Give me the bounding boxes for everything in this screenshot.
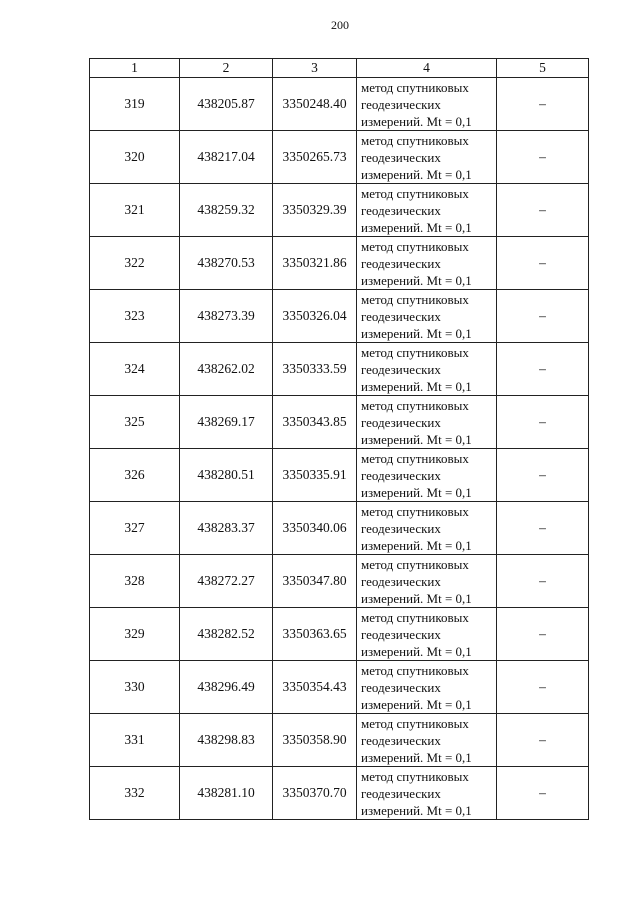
x-coordinate-cell: 438259.32 [180, 184, 273, 237]
column-header-5: 5 [497, 59, 589, 78]
table-row [90, 661, 589, 714]
method-line: геодезических [361, 414, 441, 430]
y-coordinate-cell: 3350335.91 [273, 449, 357, 502]
method-line: измерений. Mt = 0,1 [361, 166, 472, 182]
table-row [90, 78, 589, 131]
method-line: метод спутниковых [361, 397, 469, 413]
y-coordinate-cell: 3350329.39 [273, 184, 357, 237]
x-coordinate-cell: 438298.83 [180, 714, 273, 767]
note-cell: – [497, 343, 589, 396]
method-cell [357, 449, 497, 502]
x-coordinate-cell: 438280.51 [180, 449, 273, 502]
table-row [90, 714, 589, 767]
point-number-cell: 323 [90, 290, 180, 343]
note-cell: – [497, 502, 589, 555]
table-row [90, 396, 589, 449]
x-coordinate-cell: 438282.52 [180, 608, 273, 661]
method-cell [357, 767, 497, 820]
y-coordinate-cell: 3350358.90 [273, 714, 357, 767]
method-line: метод спутниковых [361, 715, 469, 731]
method-line: измерений. Mt = 0,1 [361, 113, 472, 129]
note-cell: – [497, 237, 589, 290]
method-cell [357, 237, 497, 290]
method-cell [357, 343, 497, 396]
table-header [90, 59, 589, 78]
method-cell [357, 131, 497, 184]
method-cell [357, 555, 497, 608]
point-number-cell: 328 [90, 555, 180, 608]
x-coordinate-cell: 438269.17 [180, 396, 273, 449]
method-line: геодезических [361, 785, 441, 801]
method-line: геодезических [361, 732, 441, 748]
point-number-cell: 332 [90, 767, 180, 820]
method-line: метод спутниковых [361, 556, 469, 572]
note-cell: – [497, 555, 589, 608]
method-line: геодезических [361, 573, 441, 589]
method-line: геодезических [361, 149, 441, 165]
point-number-cell: 327 [90, 502, 180, 555]
table-row [90, 184, 589, 237]
y-coordinate-cell: 3350326.04 [273, 290, 357, 343]
method-line: измерений. Mt = 0,1 [361, 484, 472, 500]
x-coordinate-cell: 438270.53 [180, 237, 273, 290]
y-coordinate-cell: 3350248.40 [273, 78, 357, 131]
method-line: метод спутниковых [361, 185, 469, 201]
point-number-cell: 321 [90, 184, 180, 237]
method-line: геодезических [361, 520, 441, 536]
note-cell: – [497, 131, 589, 184]
x-coordinate-cell: 438283.37 [180, 502, 273, 555]
note-cell: – [497, 78, 589, 131]
y-coordinate-cell: 3350363.65 [273, 608, 357, 661]
point-number-cell: 324 [90, 343, 180, 396]
table-row [90, 449, 589, 502]
method-line: метод спутниковых [361, 503, 469, 519]
y-coordinate-cell: 3350333.59 [273, 343, 357, 396]
note-cell: – [497, 767, 589, 820]
x-coordinate-cell: 438272.27 [180, 555, 273, 608]
note-cell: – [497, 184, 589, 237]
method-line: измерений. Mt = 0,1 [361, 802, 472, 818]
point-number-cell: 325 [90, 396, 180, 449]
table-row [90, 502, 589, 555]
method-line: метод спутниковых [361, 291, 469, 307]
point-number-cell: 331 [90, 714, 180, 767]
method-line: измерений. Mt = 0,1 [361, 431, 472, 447]
method-cell [357, 396, 497, 449]
note-cell: – [497, 290, 589, 343]
method-line: геодезических [361, 679, 441, 695]
point-number-cell: 326 [90, 449, 180, 502]
coordinates-table [89, 58, 589, 820]
point-number-cell: 322 [90, 237, 180, 290]
y-coordinate-cell: 3350354.43 [273, 661, 357, 714]
method-line: измерений. Mt = 0,1 [361, 272, 472, 288]
x-coordinate-cell: 438262.02 [180, 343, 273, 396]
x-coordinate-cell: 438273.39 [180, 290, 273, 343]
method-line: измерений. Mt = 0,1 [361, 537, 472, 553]
method-cell [357, 184, 497, 237]
table-row [90, 555, 589, 608]
table-body [90, 78, 589, 820]
method-line: метод спутниковых [361, 238, 469, 254]
header-row [90, 59, 589, 78]
table-row [90, 290, 589, 343]
method-cell [357, 502, 497, 555]
method-line: измерений. Mt = 0,1 [361, 325, 472, 341]
method-line: метод спутниковых [361, 662, 469, 678]
method-cell [357, 661, 497, 714]
column-header-2: 2 [180, 59, 273, 78]
note-cell: – [497, 396, 589, 449]
method-line: геодезических [361, 255, 441, 271]
table-row [90, 131, 589, 184]
y-coordinate-cell: 3350321.86 [273, 237, 357, 290]
y-coordinate-cell: 3350265.73 [273, 131, 357, 184]
method-line: измерений. Mt = 0,1 [361, 749, 472, 765]
y-coordinate-cell: 3350347.80 [273, 555, 357, 608]
method-cell [357, 714, 497, 767]
table-row [90, 343, 589, 396]
table-row [90, 237, 589, 290]
method-cell [357, 290, 497, 343]
note-cell: – [497, 661, 589, 714]
method-line: измерений. Mt = 0,1 [361, 378, 472, 394]
x-coordinate-cell: 438296.49 [180, 661, 273, 714]
method-line: метод спутниковых [361, 609, 469, 625]
point-number-cell: 320 [90, 131, 180, 184]
method-line: метод спутниковых [361, 344, 469, 360]
note-cell: – [497, 714, 589, 767]
column-header-1: 1 [90, 59, 180, 78]
method-line: геодезических [361, 96, 441, 112]
x-coordinate-cell: 438281.10 [180, 767, 273, 820]
note-cell: – [497, 449, 589, 502]
x-coordinate-cell: 438217.04 [180, 131, 273, 184]
method-line: измерений. Mt = 0,1 [361, 590, 472, 606]
page-number: 200 [331, 18, 349, 32]
method-cell [357, 608, 497, 661]
method-line: геодезических [361, 626, 441, 642]
method-line: метод спутниковых [361, 450, 469, 466]
method-line: геодезических [361, 202, 441, 218]
note-cell: – [497, 608, 589, 661]
method-line: метод спутниковых [361, 768, 469, 784]
point-number-cell: 319 [90, 78, 180, 131]
x-coordinate-cell: 438205.87 [180, 78, 273, 131]
method-line: геодезических [361, 467, 441, 483]
y-coordinate-cell: 3350343.85 [273, 396, 357, 449]
method-line: измерений. Mt = 0,1 [361, 643, 472, 659]
y-coordinate-cell: 3350370.70 [273, 767, 357, 820]
column-header-4: 4 [357, 59, 497, 78]
method-cell [357, 78, 497, 131]
method-line: измерений. Mt = 0,1 [361, 696, 472, 712]
method-line: измерений. Mt = 0,1 [361, 219, 472, 235]
point-number-cell: 330 [90, 661, 180, 714]
method-line: геодезических [361, 361, 441, 377]
method-line: метод спутниковых [361, 79, 469, 95]
method-line: метод спутниковых [361, 132, 469, 148]
table-row [90, 767, 589, 820]
point-number-cell: 329 [90, 608, 180, 661]
column-header-3: 3 [273, 59, 357, 78]
table-row [90, 608, 589, 661]
method-line: геодезических [361, 308, 441, 324]
y-coordinate-cell: 3350340.06 [273, 502, 357, 555]
